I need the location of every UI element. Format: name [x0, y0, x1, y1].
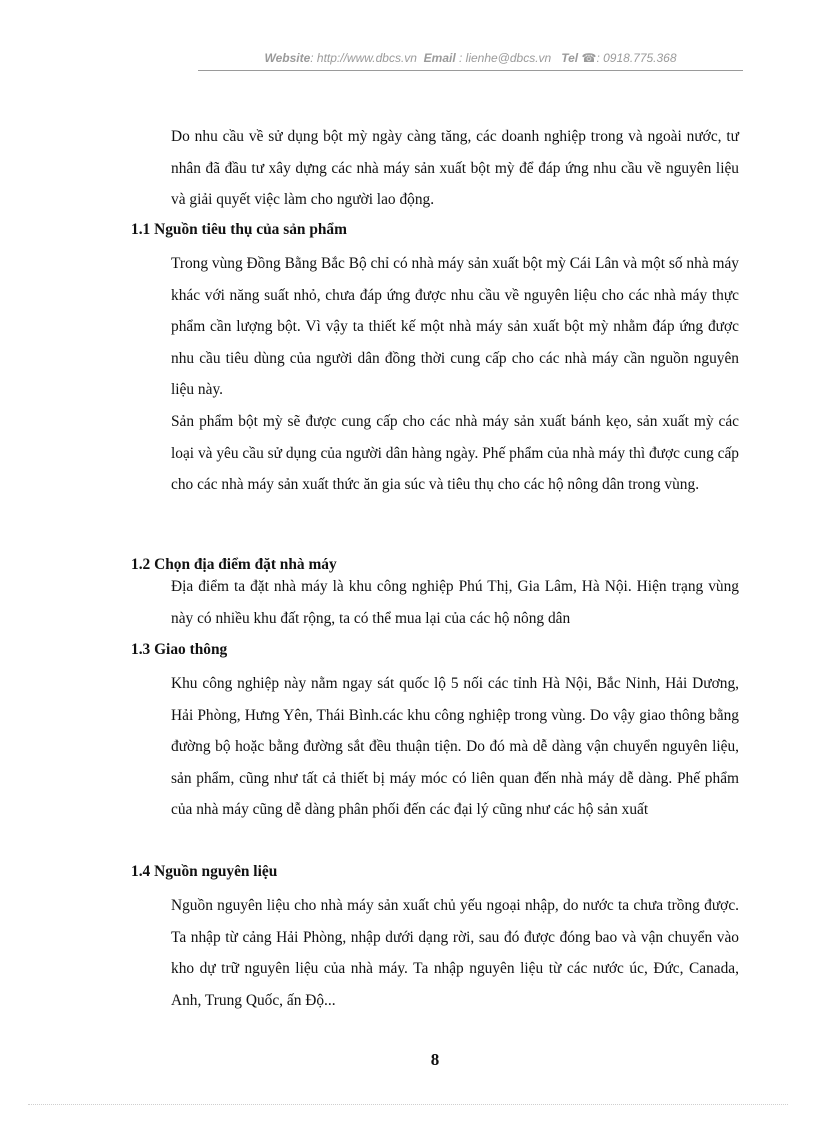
- page-number: 8: [430, 1050, 440, 1069]
- tel-label: Tel: [561, 51, 579, 65]
- tel-value: : 0918.775.368: [596, 51, 677, 65]
- section-1-1-paragraph-2: Sản phẩm bột mỳ sẽ được cung cấp cho các nhà máy sản xuất bánh kẹo, sản xuất mỳ các loại và yêu cầu sử dụng của người dân hàng ngày. Phế phẩm của nhà máy thì được cung cấp cho các nhà máy sản xuất thức ăn gia súc và tiêu thụ cho các hộ nông dân trong vùng.: [171, 413, 739, 493]
- website-value: : http://www.dbcs.vn: [310, 51, 417, 65]
- section-1-1-paragraph-1: Trong vùng Đồng Bằng Bắc Bộ chỉ có nhà máy sản xuất bột mỳ Cái Lân và một số nhà máy khác với năng suất nhỏ, chưa đáp ứng được nhu cầu về nguyên liệu cho các nhà máy thực phẩm cần lượng bột. Vì vậy ta thiết kế một nhà máy sản xuất bột mỳ nhằm đáp ứng được nhu cầu tiêu dùng của người dân đồng thời cung cấp cho các nhà máy cần nguồn nguyên liệu này.: [171, 255, 739, 398]
- section-heading-1-2: 1.2 Chọn địa điểm đặt nhà máy: [131, 556, 337, 573]
- page-header: [198, 51, 743, 65]
- header-divider: [198, 70, 743, 71]
- page-bottom-border: [28, 1104, 788, 1105]
- section-1-2-paragraph: Địa điểm ta đặt nhà máy là khu công nghiệp Phú Thị, Gia Lâm, Hà Nội. Hiện trạng vùng này có nhiều khu đất rộng, ta có thể mua lại của các hộ nông dân: [171, 578, 739, 627]
- email-value: : lienhe@dbcs.vn: [455, 51, 552, 65]
- phone-icon: ☎: [581, 51, 597, 65]
- section-heading-1-3: 1.3 Giao thông: [131, 641, 228, 658]
- section-heading-1-1: 1.1 Nguồn tiêu thụ của sản phẩm: [131, 221, 347, 238]
- section-1-4-paragraph: Nguồn nguyên liệu cho nhà máy sản xuất chủ yếu ngoại nhập, do nước ta chưa trồng được. Ta nhập từ cảng Hải Phòng, nhập dưới dạng rời, sau đó được đóng bao và vận chuyển vào kho dự trữ nguyên liệu của nhà máy. Ta nhập nguyên liệu từ các nước úc, Đức, Canada, Anh, Trung Quốc, ấn Độ...: [171, 897, 739, 1009]
- intro-paragraph: Do nhu cầu về sử dụng bột mỳ ngày càng tăng, các doanh nghiệp trong và ngoài nước, tư nhân đã đầu tư xây dựng các nhà máy sản xuất bột mỳ để đáp ứng nhu cầu về nguyên liệu và giải quyết việc làm cho người lao động.: [171, 128, 739, 208]
- section-1-3-paragraph: Khu công nghiệp này nằm ngay sát quốc lộ 5 nối các tỉnh Hà Nội, Bắc Ninh, Hải Dương, Hải Phòng, Hưng Yên, Thái Bình.các khu công nghiệp trong vùng. Do vậy giao thông bằng đường bộ hoặc bằng đường sắt đều thuận tiện. Do đó mà dễ dàng vận chuyển nguyên liệu, sản phẩm, cũng như tất cả thiết bị máy móc có liên quan đến nhà máy dễ dàng. Phế phẩm của nhà máy cũng dễ dàng phân phối đến các đại lý cũng như các hộ sản xuất: [171, 675, 739, 818]
- email-label: Email: [423, 51, 456, 65]
- section-heading-1-4: 1.4 Nguồn nguyên liệu: [131, 863, 278, 880]
- website-label: Website: [264, 51, 311, 65]
